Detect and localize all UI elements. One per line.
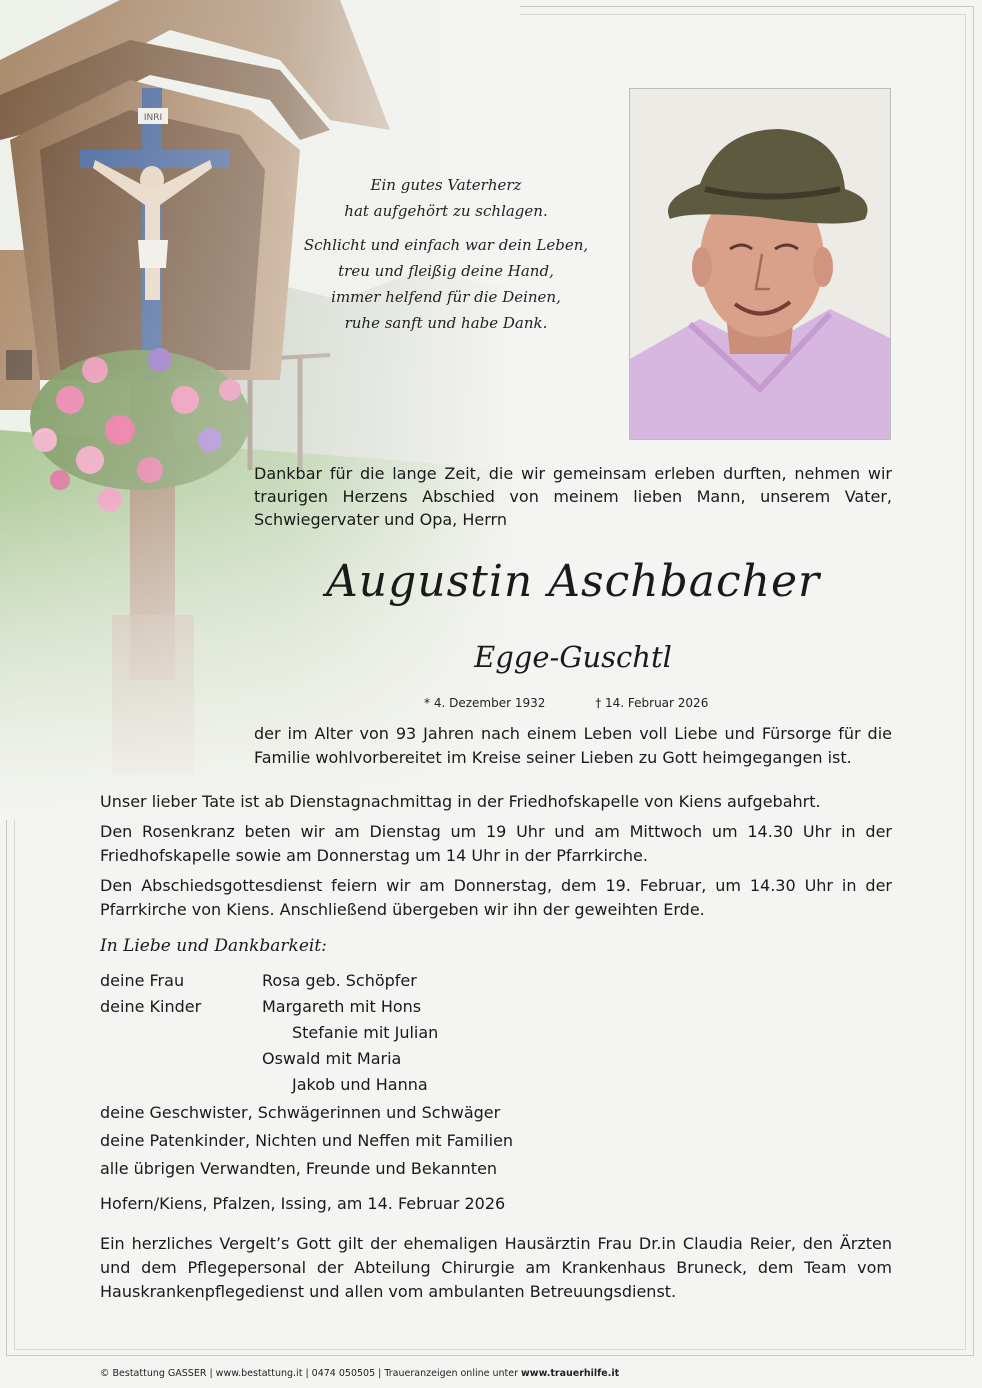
poem-line: hat aufgehört zu schlagen. [344,202,548,220]
poem-line: Schlicht und einfach war dein Leben, [303,236,589,254]
deceased-name: Augustin Aschbacher [325,556,821,607]
mourner-line: deine Patenkinder, Nichten und Neffen mit Familien [100,1131,514,1150]
mourner-line: alle übrigen Verwandten, Freunde und Bekannten [100,1159,498,1178]
relation-label: deine Kinder [100,997,202,1016]
footer [100,1368,619,1379]
footer-link[interactable]: www.trauerhilfe.it [521,1368,620,1379]
mourner-line: deine Geschwister, Schwägerinnen und Schwäger [100,1103,501,1122]
deceased-nickname: Egge-Guschtl [474,640,672,674]
mourners-heading: In Liebe und Dankbarkeit: [100,936,327,956]
mourner-name: Rosa geb. Schöpfer [262,971,417,990]
mourner-name: Stefanie mit Julian [292,1023,439,1042]
birth-date: * 4. Dezember 1932 [424,696,546,710]
detail-paragraph: Den Abschiedsgottesdienst feiern wir am Donnerstag, dem 19. Februar, um 14.30 Uhr in der Pfarrkirche von Kiens. Anschließend übergeben wir ihn der geweihten Erde. [100,876,892,919]
funeral-details [100,790,892,928]
poem-line: immer helfend für die Deinen, [331,288,561,306]
poem-line: Ein gutes Vaterherz [370,176,522,194]
life-dates [424,696,754,710]
mourner-name: Jakob und Hanna [292,1075,428,1094]
death-text: der im Alter von 93 Jahren nach einem Leben voll Liebe und Fürsorge für die Familie wohlvorbereitet im Kreise seiner Lieben zu Gott heimgegangen ist. [254,724,892,767]
poem [296,172,596,336]
thanks-text: Ein herzliches Vergelt’s Gott gilt der ehemaligen Hausärztin Frau Dr.in Claudia Reier, den Ärzten und dem Pflegepersonal der Abteilung Chirurgie am Krankenhaus Bruneck, dem Team vom Hauskrankenpflegedienst und allen vom ambulanten Betreuungsdienst. [100,1234,892,1301]
footer-credits: © Bestattung GASSER | www.bestattung.it | 0474 050505 | Traueranzeigen online unter [100,1368,522,1379]
place-date: Hofern/Kiens, Pfalzen, Issing, am 14. Februar 2026 [100,1194,506,1213]
poem-line: treu und fleißig deine Hand, [338,262,554,280]
mourner-name: Oswald mit Maria [262,1049,402,1068]
intro-text: Dankbar für die lange Zeit, die wir gemeinsam erleben durften, nehmen wir traurigen Herzens Abschied von meinem lieben Mann, unserem Vater, Schwiegervater und Opa, Herrn [254,464,892,529]
detail-paragraph: Den Rosenkranz beten wir am Dienstag um 19 Uhr und am Mittwoch um 14.30 Uhr in der Friedhofskapelle sowie am Donnerstag um 14 Uhr in der Pfarrkirche. [100,822,892,865]
detail-paragraph: Unser lieber Tate ist ab Dienstagnachmittag in der Friedhofskapelle von Kiens aufgebahrt. [100,792,821,811]
poem-line: ruhe sanft und habe Dank. [344,314,548,332]
death-date: † 14. Februar 2026 [595,696,709,710]
mourner-name: Margareth mit Hons [262,997,422,1016]
relation-label: deine Frau [100,971,185,990]
portrait-photo [629,88,891,440]
